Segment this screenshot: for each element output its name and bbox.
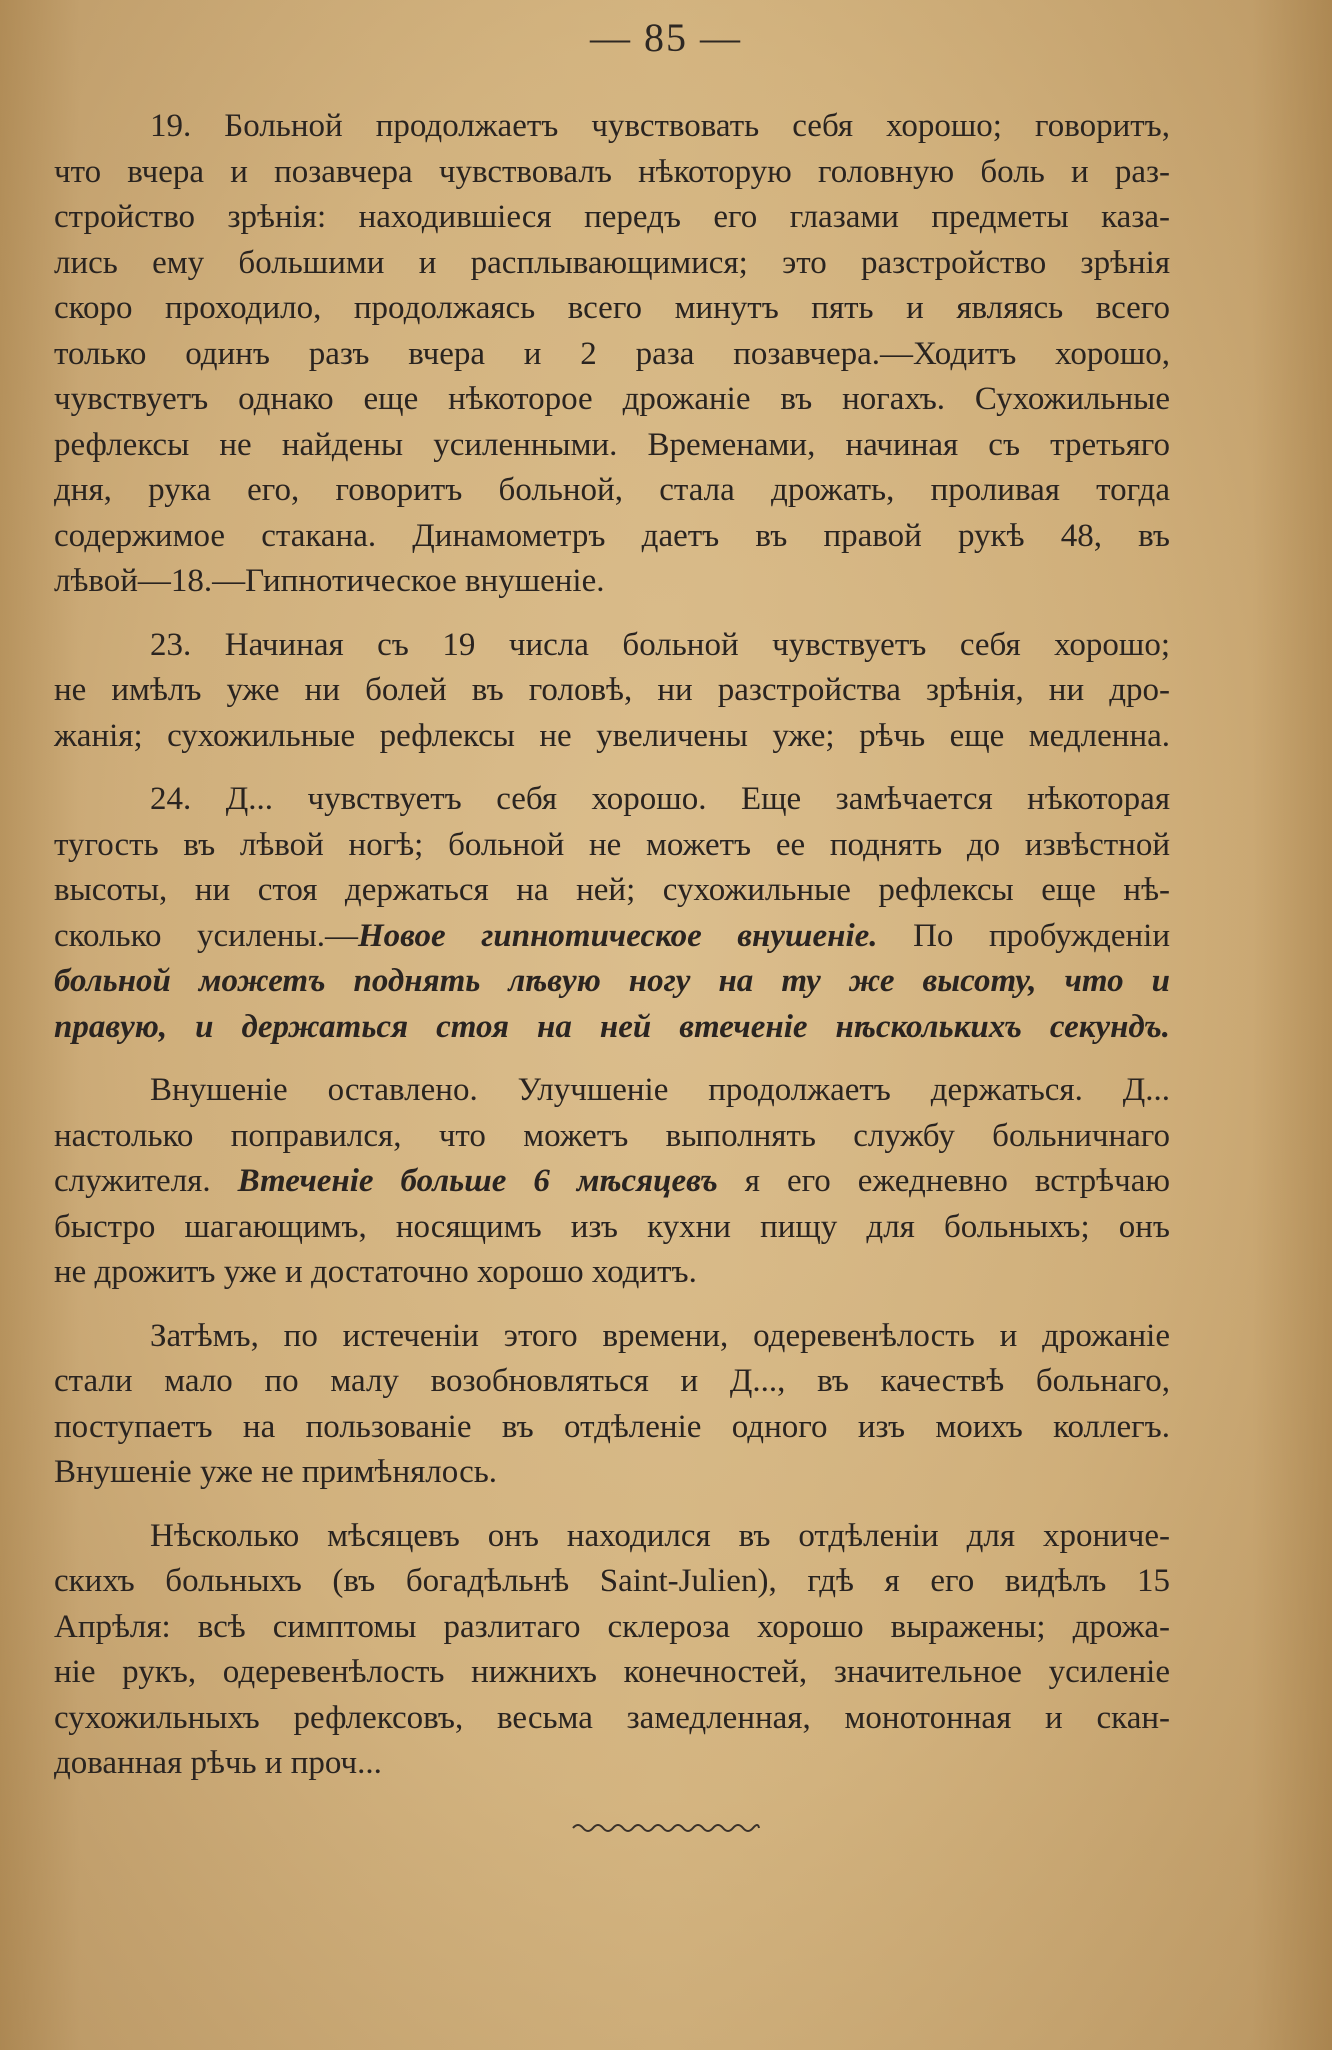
- text-segment: я его ежедневно встрѣчаю: [717, 1163, 1170, 1199]
- text-line: стали мало по малу возобновляться и Д..., въ качествѣ больнаго,: [54, 1363, 1170, 1399]
- text-line: лѣвой—18.—Гипнотическое внушеніе.: [54, 563, 605, 599]
- text-line: чувствуетъ однако еще нѣкоторое дрожаніе въ ногахъ. Сухожильные: [54, 381, 1170, 417]
- wavy-line-icon: [571, 1820, 761, 1836]
- text-line: скоро проходило, продолжаясь всего минутъ пять и являясь всего: [54, 290, 1170, 326]
- text-line: Внушеніе уже не примѣнялось.: [54, 1454, 498, 1490]
- italic-text: Втеченіе больше 6 мѣсяцевъ: [237, 1163, 718, 1199]
- text-line: скихъ больныхъ (въ богадѣльнѣ Saint-Julien), гдѣ я его видѣлъ 15: [54, 1563, 1170, 1599]
- text-segment: служителя.: [54, 1163, 238, 1199]
- paragraph-19: [54, 104, 1170, 605]
- paragraph-suggestion: [54, 1068, 1170, 1296]
- italic-text: Новое гипнотическое внушеніе.: [358, 917, 878, 954]
- text-line: высоты, ни стоя держаться на ней; сухожильные рефлексы еще нѣ-: [54, 872, 1170, 908]
- text-line: не имѣлъ уже ни болей въ головѣ, ни разстройства зрѣнія, ни дро-: [54, 672, 1170, 708]
- paragraph-24: [54, 777, 1170, 1050]
- paragraph-chronic: [54, 1514, 1170, 1787]
- text-line: что вчера и позавчера чувствовалъ нѣкоторую головную боль и раз-: [54, 153, 1170, 190]
- page-number: — 85 —: [590, 15, 742, 60]
- text-segment: По пробужденіи: [877, 917, 1170, 954]
- text-line: тугость въ лѣвой ногѣ; больной не можетъ ее поднять до извѣстной: [54, 826, 1170, 863]
- text-line: 23. Начиная съ 19 числа больной чувствуетъ себя хорошо;: [150, 626, 1170, 663]
- text-line: 24. Д... чувствуетъ себя хорошо. Еще замѣчается нѣкоторая: [150, 781, 1170, 817]
- paragraph-23: [54, 623, 1170, 760]
- text-line: дня, рука его, говоритъ больной, стала дрожать, проливая тогда: [54, 472, 1170, 508]
- text-line: Затѣмъ, по истеченіи этого времени, одеревенѣлость и дрожаніе: [150, 1317, 1170, 1354]
- text-line: Внушеніе оставлено. Улучшеніе продолжаетъ держаться. Д...: [150, 1072, 1170, 1108]
- text-block: [54, 104, 1170, 1801]
- text-line: не дрожитъ уже и достаточно хорошо ходитъ.: [54, 1254, 697, 1290]
- text-line: поступаетъ на пользованіе въ отдѣленіе одного изъ моихъ коллегъ.: [54, 1408, 1170, 1445]
- italic-text: больной можетъ поднять лѣвую ногу на ту же высоту, что и: [54, 963, 1170, 999]
- text-line: настолько поправился, что можетъ выполнять службу больничнаго: [54, 1117, 1170, 1154]
- text-line: дованная рѣчь и проч...: [54, 1745, 382, 1781]
- text-line: [54, 959, 1170, 1005]
- text-line: содержимое стакана. Динамометръ даетъ въ правой рукѣ 48, въ: [54, 517, 1170, 554]
- wavy-rule-ornament: [0, 1820, 1332, 1841]
- italic-text: правую, и держаться стоя на ней втеченіе нѣсколькихъ секундъ.: [54, 1008, 1170, 1045]
- text-line: быстро шагающимъ, носящимъ изъ кухни пищу для больныхъ; онъ: [54, 1208, 1170, 1245]
- text-line: сухожильныхъ рефлексовъ, весьма замедленная, монотонная и скан-: [54, 1699, 1170, 1736]
- text-line: жанія; сухожильные рефлексы не увеличены уже; рѣчь еще медленна.: [54, 717, 1170, 754]
- text-line: рефлексы не найдены усиленными. Временами, начиная съ третьяго: [54, 426, 1170, 463]
- text-line: Апрѣля: всѣ симптомы разлитаго склероза хорошо выражены; дрожа-: [54, 1608, 1170, 1645]
- text-segment: сколько усилены.—: [54, 917, 359, 954]
- text-line: ніе рукъ, одеревенѣлость нижнихъ конечностей, значительное усиленіе: [54, 1654, 1170, 1690]
- text-line: Нѣсколько мѣсяцевъ онъ находился въ отдѣленіи для хрониче-: [150, 1517, 1170, 1554]
- text-line: [54, 1159, 1170, 1205]
- text-line: [54, 914, 1170, 960]
- text-line: стройство зрѣнія: находившіеся передъ его глазами предметы каза-: [54, 199, 1170, 235]
- paragraph-relapse: [54, 1314, 1170, 1496]
- text-line: только одинъ разъ вчера и 2 раза позавчера.—Ходитъ хорошо,: [54, 335, 1170, 372]
- text-line: 19. Больной продолжаетъ чувствовать себя хорошо; говоритъ,: [150, 108, 1170, 144]
- text-line: [54, 1005, 1170, 1051]
- text-line: лись ему большими и расплывающимися; это разстройство зрѣнія: [54, 244, 1170, 281]
